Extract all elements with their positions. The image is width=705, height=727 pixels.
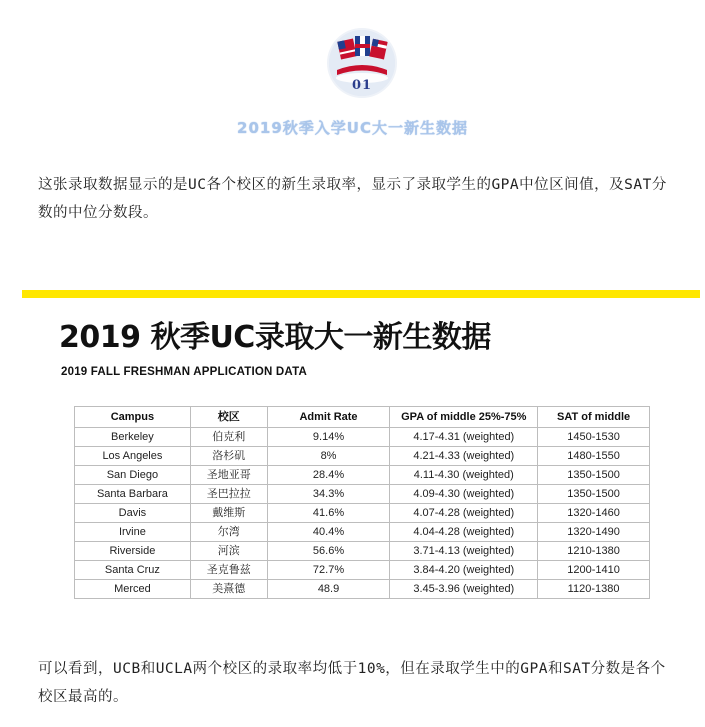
gpa-cell: 3.71-4.13 (weighted) xyxy=(390,542,538,561)
campus-cn-cell: 美熹德 xyxy=(190,580,267,599)
table-row xyxy=(75,447,650,466)
sat-cell: 1350-1500 xyxy=(538,466,650,485)
campus-cell: Merced xyxy=(75,580,191,599)
table-row xyxy=(75,542,650,561)
table-row xyxy=(75,466,650,485)
section-badge xyxy=(329,30,395,96)
admit-rate-cell: 40.4% xyxy=(267,523,390,542)
gpa-cell: 3.84-4.20 (weighted) xyxy=(390,561,538,580)
gpa-cell: 3.45-3.96 (weighted) xyxy=(390,580,538,599)
sat-cell: 1200-1410 xyxy=(538,561,650,580)
admit-rate-cell: 56.6% xyxy=(267,542,390,561)
table-row xyxy=(75,561,650,580)
sat-cell: 1480-1550 xyxy=(538,447,650,466)
table-row xyxy=(75,504,650,523)
admit-rate-cell: 8% xyxy=(267,447,390,466)
table-row xyxy=(75,580,650,599)
sat-cell: 1320-1460 xyxy=(538,504,650,523)
campus-cell: Santa Cruz xyxy=(75,561,191,580)
gpa-cell: 4.09-4.30 (weighted) xyxy=(390,485,538,504)
sat-cell: 1450-1530 xyxy=(538,428,650,447)
table-row xyxy=(75,485,650,504)
sat-cell: 1350-1500 xyxy=(538,485,650,504)
admit-rate-cell: 34.3% xyxy=(267,485,390,504)
column-header: Campus xyxy=(75,407,191,428)
gpa-cell: 4.04-4.28 (weighted) xyxy=(390,523,538,542)
campus-cn-cell: 洛杉矶 xyxy=(190,447,267,466)
section-title: 2019秋季入学UC大一新生数据 xyxy=(237,119,468,137)
gpa-cell: 4.07-4.28 (weighted) xyxy=(390,504,538,523)
campus-cn-cell: 尔湾 xyxy=(190,523,267,542)
column-header: Admit Rate xyxy=(267,407,390,428)
gpa-cell: 4.21-4.33 (weighted) xyxy=(390,447,538,466)
conclusion-paragraph: 可以看到，UCB和UCLA两个校区的录取率均低于10%，但在录取学生中的GPA和SAT分数是各个校区最高的。 xyxy=(38,661,666,705)
admit-rate-cell: 41.6% xyxy=(267,504,390,523)
campus-cn-cell: 伯克利 xyxy=(190,428,267,447)
campus-cell: Irvine xyxy=(75,523,191,542)
table-header-row xyxy=(75,407,650,428)
admit-rate-cell: 48.9 xyxy=(267,580,390,599)
column-header: SAT of middle xyxy=(538,407,650,428)
campus-cell: Santa Barbara xyxy=(75,485,191,504)
table-row xyxy=(75,523,650,542)
gpa-cell: 4.17-4.31 (weighted) xyxy=(390,428,538,447)
campus-cn-cell: 河滨 xyxy=(190,542,267,561)
sat-cell: 1120-1380 xyxy=(538,580,650,599)
gpa-cell: 4.11-4.30 (weighted) xyxy=(390,466,538,485)
badge-number: 01 xyxy=(351,78,373,93)
sat-cell: 1210-1380 xyxy=(538,542,650,561)
campus-cell: Riverside xyxy=(75,542,191,561)
admit-rate-cell: 9.14% xyxy=(267,428,390,447)
campus-cn-cell: 圣巴拉拉 xyxy=(190,485,267,504)
campus-cell: Los Angeles xyxy=(75,447,191,466)
sat-cell: 1320-1490 xyxy=(538,523,650,542)
campus-cell: Davis xyxy=(75,504,191,523)
campus-cell: San Diego xyxy=(75,466,191,485)
column-header: GPA of middle 25%-75% xyxy=(390,407,538,428)
intro-paragraph: 这张录取数据显示的是UC各个校区的新生录取率，显示了录取学生的GPA中位区间值，及SAT分数的中位分数段。 xyxy=(38,177,667,221)
infographic-title: 2019 秋季UC录取大一新生数据 xyxy=(59,320,491,355)
column-header: 校区 xyxy=(190,407,267,428)
table-row xyxy=(75,428,650,447)
campus-cn-cell: 圣地亚哥 xyxy=(190,466,267,485)
campus-cn-cell: 戴维斯 xyxy=(190,504,267,523)
accent-bar xyxy=(22,290,700,298)
admit-rate-cell: 28.4% xyxy=(267,466,390,485)
campus-cell: Berkeley xyxy=(75,428,191,447)
infographic-subtitle: 2019 FALL FRESHMAN APPLICATION DATA xyxy=(61,366,307,378)
admit-rate-cell: 72.7% xyxy=(267,561,390,580)
campus-cn-cell: 圣克鲁兹 xyxy=(190,561,267,580)
admission-table xyxy=(74,406,650,599)
